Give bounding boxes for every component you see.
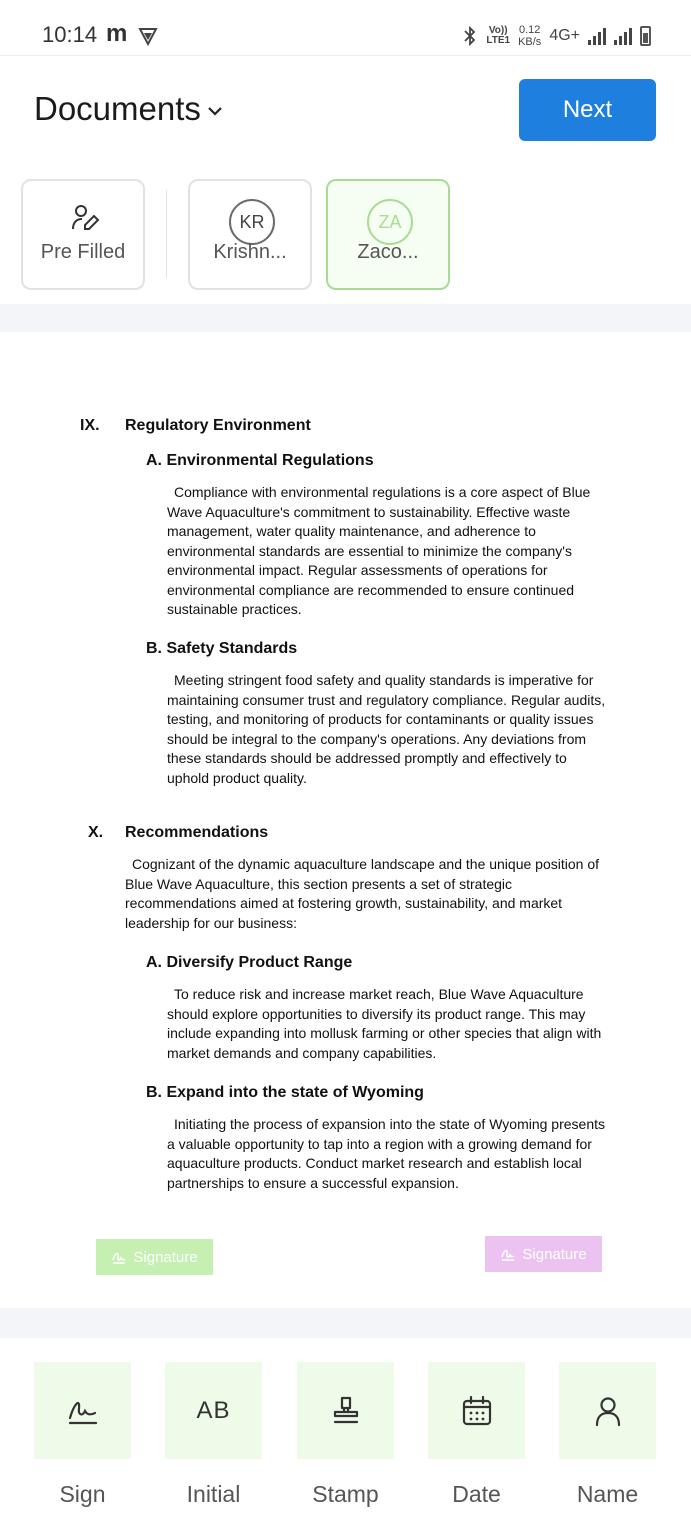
tool-label: Sign	[59, 1481, 106, 1507]
tool-date[interactable]	[428, 1362, 525, 1508]
page-title: Documents	[34, 90, 201, 127]
stamp-icon	[329, 1394, 363, 1428]
network-type: 4G+	[549, 27, 580, 44]
signal-icon	[588, 27, 606, 45]
subsection-heading: A. Environmental Regulations	[146, 452, 374, 469]
signer-label: Zaco...	[357, 241, 419, 263]
network-speed: 0.12 KB/s	[518, 24, 542, 48]
signer-card-prefilled[interactable]	[21, 179, 145, 290]
next-button[interactable]: Next	[519, 79, 656, 141]
paragraph: To reduce risk and increase market reach, Blue Wave Aquaculture should explore opportunities to diversify its product range. This may include expanding into mollusk farming or other species that align with market demands and company capabilities.	[167, 986, 602, 1061]
signer-label: Pre Filled	[40, 241, 126, 263]
field-toolbar	[0, 1338, 691, 1536]
tool-sign[interactable]	[34, 1362, 131, 1508]
app-notification-icon: m	[106, 20, 128, 47]
paragraph: Meeting stringent food safety and quality standards is imperative for maintaining consumer trust and regulatory compliance. Regular audits, testing, and monitoring of products for contaminants or quality issues should be integral to the company's operations. Any deviations from these standards should be addressed promptly and effectively to uphold product quality.	[167, 672, 606, 786]
paragraph: Compliance with environmental regulations is a core aspect of Blue Wave Aquaculture's commitment to sustainability. Effective waste management, water quality maintenance, and adherence to environmental standards are essential to minimize the company's environmental impact. Regular assessments of operations for environmental compliance are recommended to ensure continued sustainable practices.	[167, 484, 591, 617]
subsection-heading: B. Safety Standards	[146, 640, 298, 657]
signature-field-label: Signature	[133, 1248, 198, 1266]
divider	[166, 190, 167, 278]
battery-icon	[640, 26, 651, 46]
signer-card-kr[interactable]	[188, 179, 312, 290]
document-viewer-top	[0, 304, 691, 332]
tool-name[interactable]	[559, 1362, 656, 1508]
subsection-heading: B. Expand into the state of Wyoming	[146, 1084, 424, 1101]
user-edit-icon	[70, 203, 100, 233]
signature-field-label: Signature	[522, 1245, 587, 1263]
chevron-down-icon	[207, 103, 223, 119]
bluetooth-icon	[462, 26, 478, 46]
section-number: X.	[88, 824, 104, 841]
signer-label: Krishn...	[213, 241, 287, 263]
status-time: 10:14	[42, 22, 98, 47]
paragraph: Cognizant of the dynamic aquaculture landscape and the unique position of Blue Wave Aquaculture, this section presents a set of strategic recommendations aimed at fostering growth, sustainability, and market leadership for our business:	[125, 856, 599, 931]
signer-card-za[interactable]	[326, 179, 450, 290]
section-number: IX.	[80, 417, 100, 434]
tool-initial[interactable]	[165, 1362, 262, 1508]
volte-indicator: Vo)) LTE1	[486, 25, 511, 46]
signature-icon	[111, 1249, 127, 1265]
tool-label: Initial	[186, 1481, 241, 1507]
paragraph: Initiating the process of expansion into the state of Wyoming presents a valuable opportunity to tap into a region with a growing demand for aquaculture products. Conduct market research and establish local partnerships to ensure a successful expansion.	[167, 1116, 606, 1191]
avatar: KR	[229, 199, 275, 245]
tool-label: Date	[452, 1481, 501, 1507]
section-heading: Regulatory Environment	[125, 417, 311, 434]
calendar-icon	[460, 1394, 494, 1428]
signature-field-za[interactable]	[96, 1239, 213, 1275]
tool-label: Name	[576, 1481, 639, 1507]
signal-icon	[614, 27, 632, 45]
status-bar	[0, 0, 691, 56]
subsection-heading: A. Diversify Product Range	[146, 954, 353, 971]
tool-label: Stamp	[312, 1481, 379, 1507]
shield-icon	[138, 26, 158, 46]
documents-dropdown[interactable]	[34, 90, 223, 128]
person-icon	[591, 1394, 625, 1428]
signature-icon	[500, 1246, 516, 1262]
status-icons	[462, 22, 651, 50]
tool-stamp[interactable]	[297, 1362, 394, 1508]
signature-field-kr[interactable]	[485, 1236, 602, 1272]
sign-icon	[66, 1394, 100, 1428]
section-heading: Recommendations	[125, 824, 269, 841]
document-viewer-bottom	[0, 1308, 691, 1338]
initials-icon: AB	[196, 1396, 231, 1424]
avatar: ZA	[367, 199, 413, 245]
